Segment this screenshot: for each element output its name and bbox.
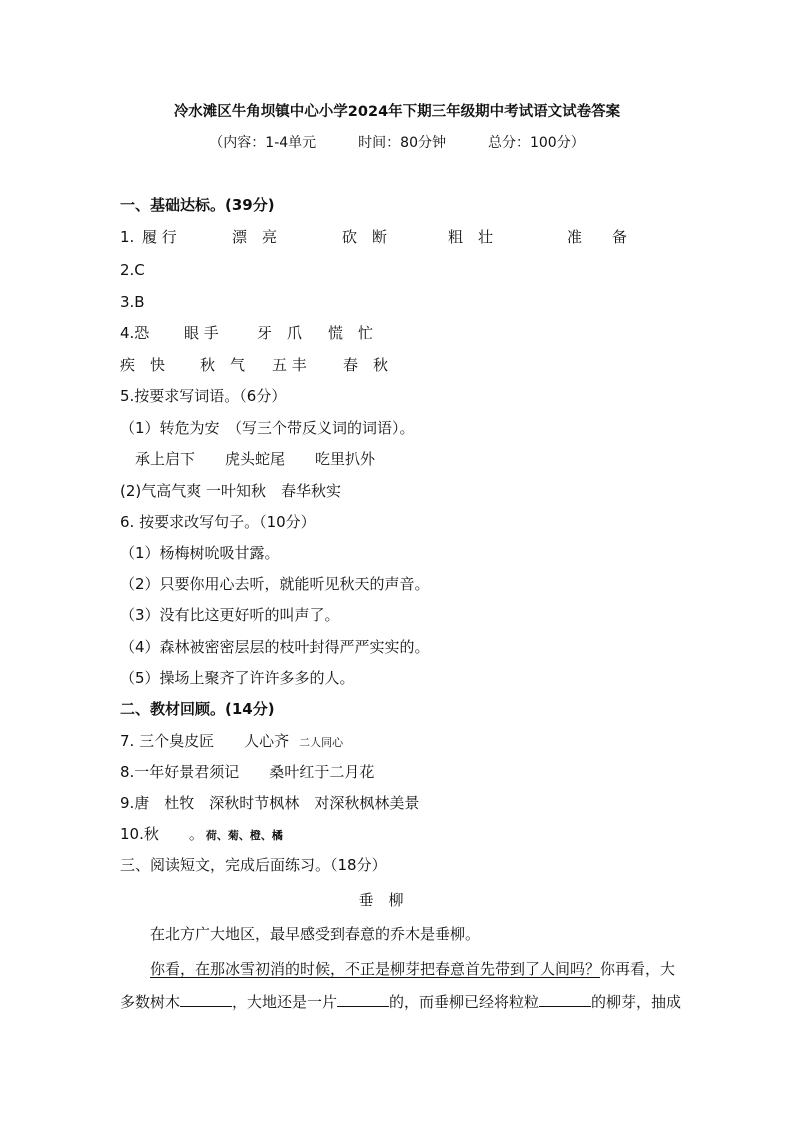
q1-word-4: 粗 壮 [448,228,494,246]
q4-row2-item-1: 疾 快 [120,356,166,374]
fill-blank-2[interactable] [337,992,389,1007]
section-1-heading: 一、基础达标。(39分) [120,196,275,214]
document-subtitle: （内容：1-4单元 时间：80分钟 总分：100分） [209,135,585,151]
paragraph-2-rest: 你再看，大 [600,960,676,978]
q3-answer: 3.B [120,293,145,311]
q4-row1-item-3: 牙 爪 [257,324,303,342]
q5-part-1: （1）转危为安 （写三个带反义词的词语）。 [120,419,415,437]
q4-row1-item-4: 慌 忙 [328,324,374,342]
q4-row2-item-4: 春 秋 [343,356,389,374]
passage-paragraph-3 [120,992,681,1012]
q6-heading: 6. 按要求改写句子。（10分） [120,513,316,531]
q1-word-3: 砍 断 [342,228,388,246]
q7-answer [120,731,343,753]
document-title: 冷水滩区牛角坝镇中心小学2024年下期三年级期中考试语文试卷答案 [173,104,621,120]
fill-blank-1[interactable] [180,992,232,1007]
para3-part-1: 多数树木 [120,993,181,1011]
q10-answer [120,824,283,846]
passage-paragraph-2 [150,959,675,979]
section-2-heading: 二、教材回顾。(14分) [120,700,275,718]
q7-small: 二人同心 [299,736,344,749]
fill-blank-3[interactable] [539,992,591,1007]
q4-row2-item-3: 五 丰 [272,356,307,374]
q6-item-2: （2）只要你用心去听，就能听见秋天的声音。 [120,575,430,593]
q5-heading: 5.按要求写词语。（6分） [120,387,287,405]
q6-item-1: （1）杨梅树吮吸甘露。 [120,544,280,562]
q6-item-5: （5）操场上聚齐了许许多多的人。 [120,669,355,687]
underlined-sentence: 你看，在那冰雪初消的时候，不正是柳芽把春意首先带到了人间吗？ [150,960,601,978]
q1-word-2: 漂 亮 [232,228,278,246]
q9-answer: 9.唐 杜牧 深秋时节枫林 对深秋枫林美景 [120,794,420,812]
q4-row1-item-2: 眼 手 [184,324,219,342]
q8-answer: 8.一年好景君须记 桑叶红于二月花 [120,763,375,781]
q4-row2-item-2: 秋 气 [200,356,246,374]
q6-item-4: （4）森林被密密层层的枝叶封得严严实实的。 [120,638,430,656]
passage-paragraph-1: 在北方广大地区，最早感受到春意的乔木是垂柳。 [150,925,481,943]
q2-answer: 2.C [120,261,145,279]
q1-word-5: 准 备 [567,228,628,246]
q5-part-1-answer: 承上启下 虎头蛇尾 吃里扒外 [135,450,376,468]
q5-part-2: (2)气高气爽 一叶知秋 春华秋实 [120,482,342,500]
para3-part-4: 的柳芽，抽成 [591,993,682,1011]
para3-part-2: ，大地还是一片 [232,993,338,1011]
section-3-heading: 三、阅读短文，完成后面练习。（18分） [120,856,387,874]
q1-word-1: 履 行 [142,228,177,246]
passage-title: 垂 柳 [358,891,404,909]
q10-small: 荷、菊、橙、橘 [205,829,283,842]
q7-main: 7. 三个臭皮匠 人心齐 [120,732,290,750]
q4-row1-item-1: 4.恐 [120,324,150,342]
q6-item-3: （3）没有比这更好听的叫声了。 [120,606,340,624]
q1-number: 1. [120,228,135,246]
q10-main: 10.秋 。 [120,825,204,843]
para3-part-3: 的，而垂柳已经将粒粒 [389,993,540,1011]
